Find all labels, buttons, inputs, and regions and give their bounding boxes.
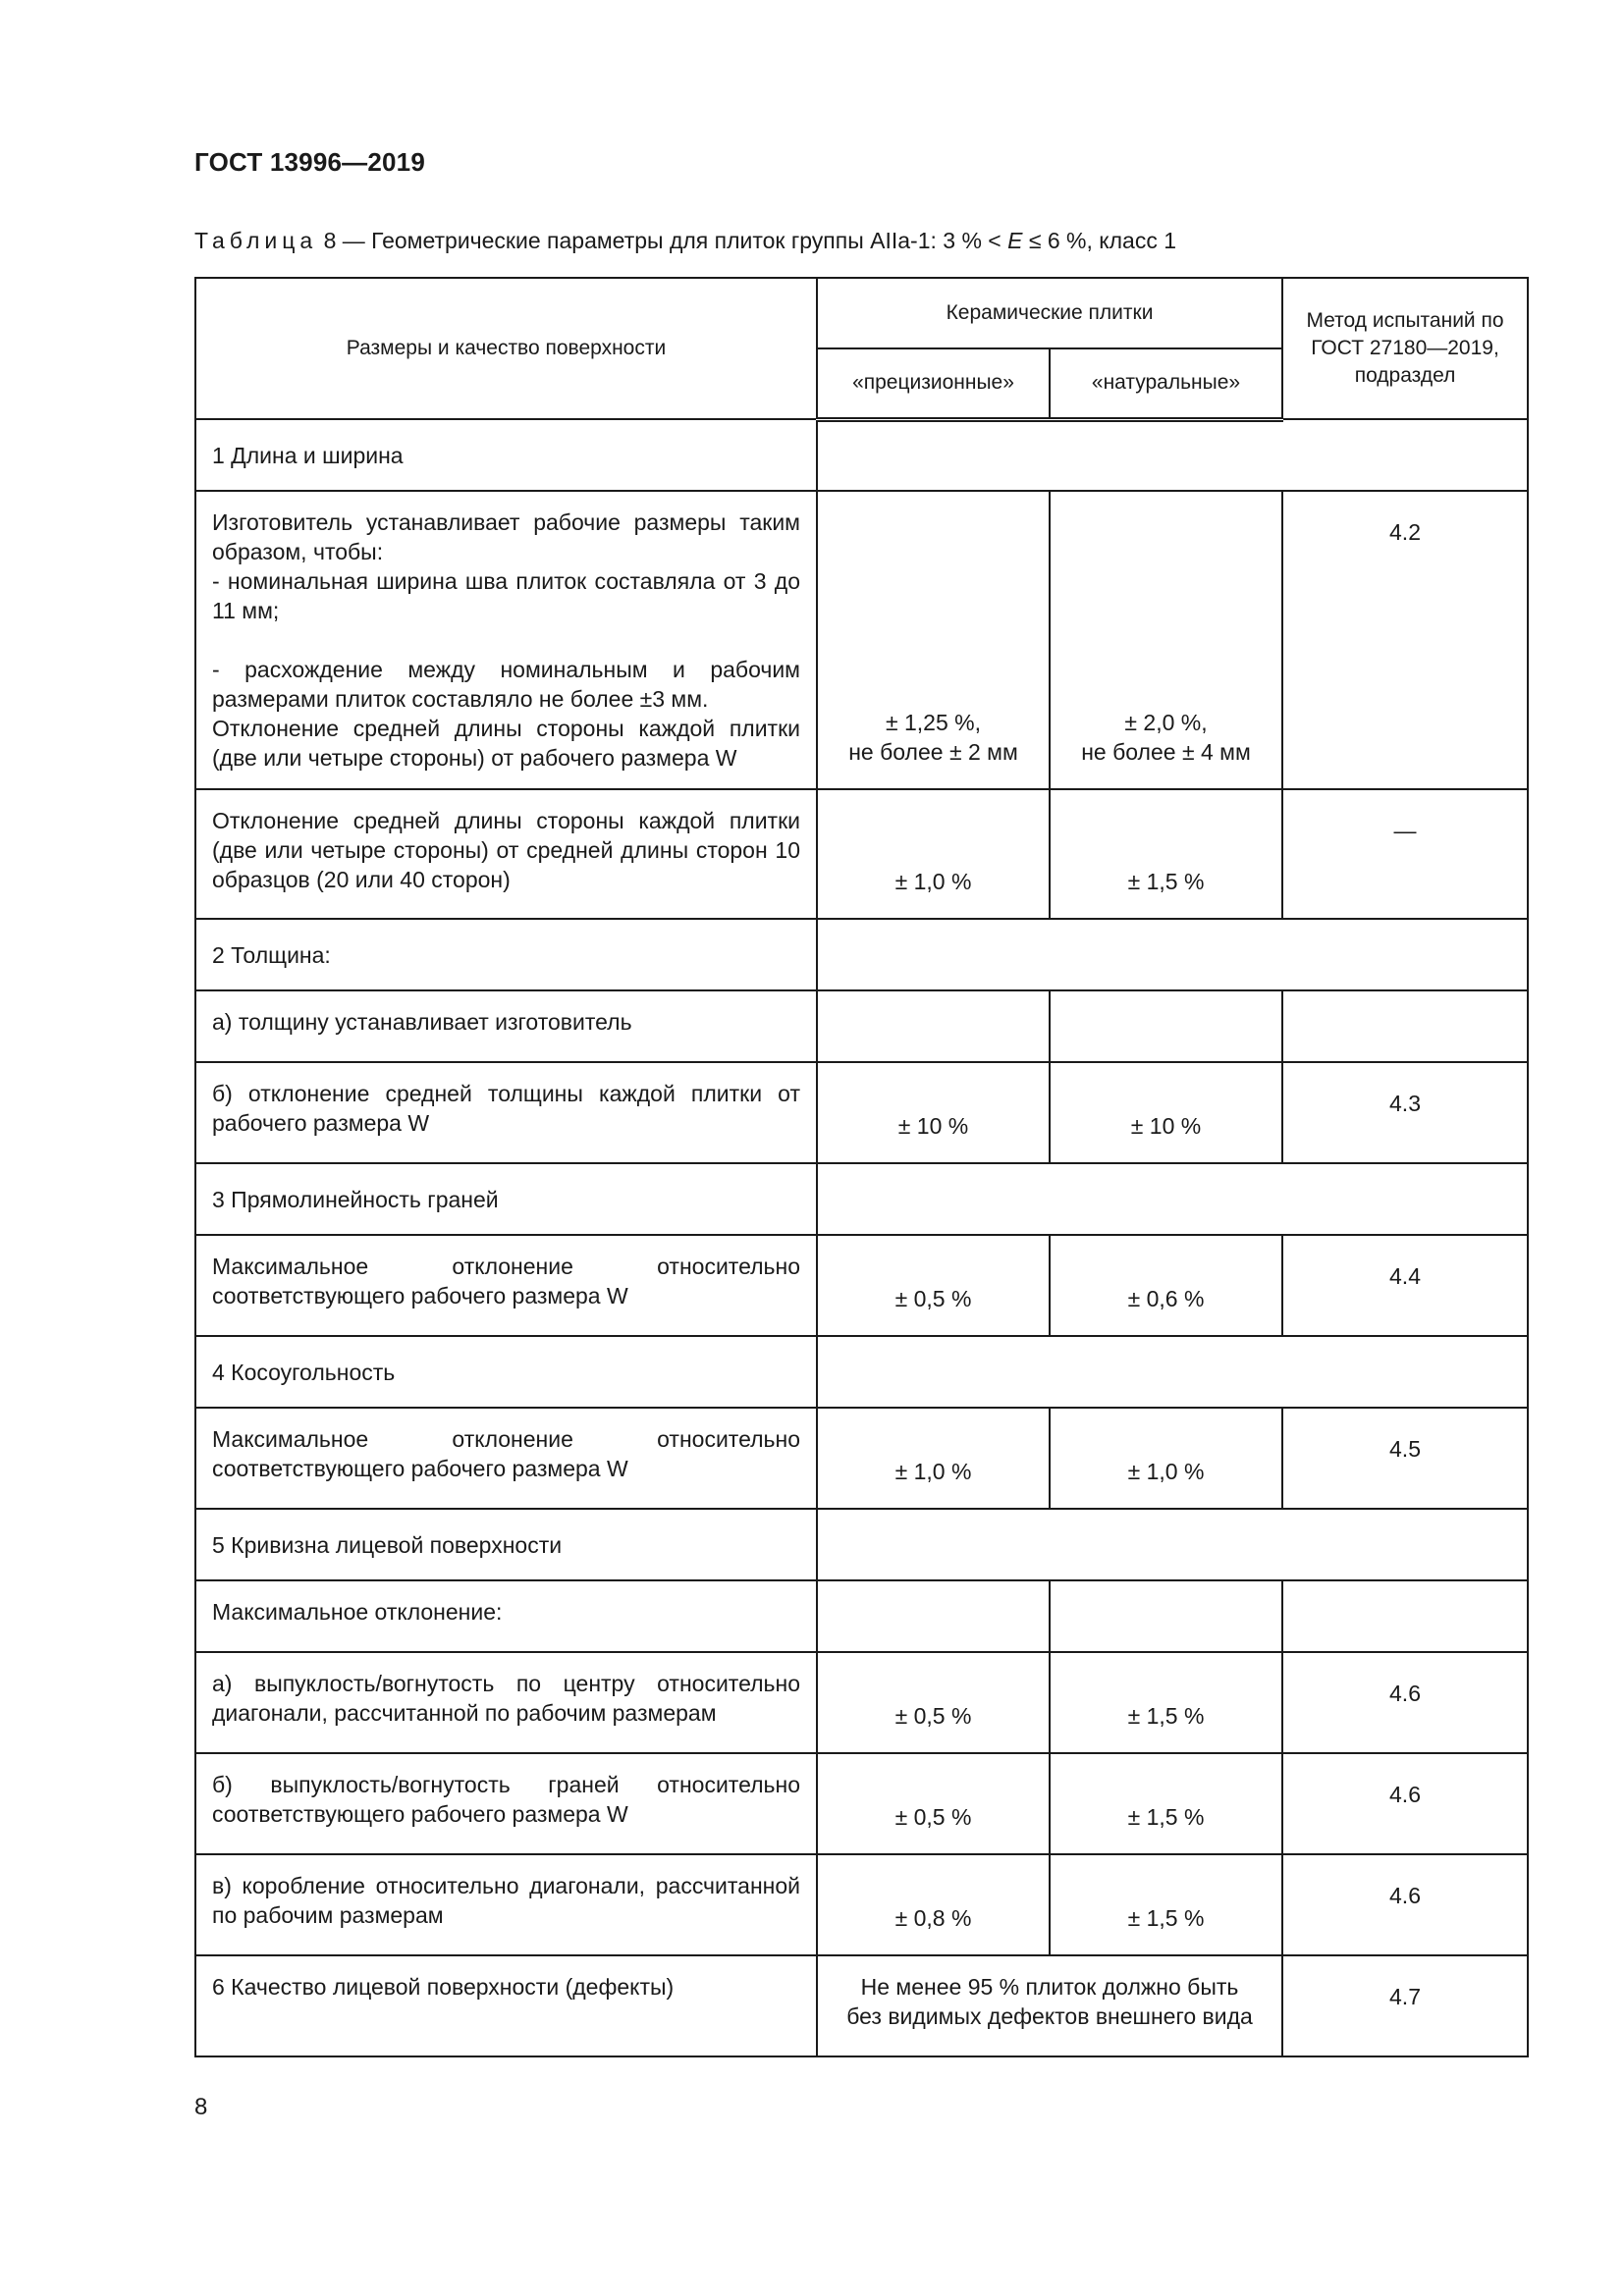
method-cell: 4.6 bbox=[1282, 1652, 1528, 1753]
natural-value-cell: ± 0,6 % bbox=[1050, 1235, 1282, 1336]
table-row bbox=[195, 919, 1528, 990]
table-row bbox=[195, 1580, 1528, 1652]
header-precision: «прецизионные» bbox=[817, 348, 1050, 419]
method-cell: — bbox=[1282, 789, 1528, 919]
header-method: Метод испытаний по ГОСТ 27180—2019, подраздел bbox=[1282, 278, 1528, 419]
param-cell: Максимальное отклонение относительно соответствующего рабочего размера W bbox=[195, 1408, 817, 1509]
table-row bbox=[195, 1408, 1528, 1509]
section-empty bbox=[817, 419, 1528, 491]
section-title: 1 Длина и ширина bbox=[195, 419, 817, 491]
table-row bbox=[195, 990, 1528, 1062]
table-row bbox=[195, 491, 1528, 789]
natural-value-cell: ± 10 % bbox=[1050, 1062, 1282, 1163]
method-cell: 4.6 bbox=[1282, 1854, 1528, 1955]
precision-value-cell bbox=[817, 1580, 1050, 1652]
header-natural: «натуральные» bbox=[1050, 348, 1282, 419]
param-cell: 6 Качество лицевой поверхности (дефекты) bbox=[195, 1955, 817, 2056]
precision-value-cell bbox=[817, 990, 1050, 1062]
param-cell: б) выпуклость/вогнутость граней относительно соответствующего рабочего размера W bbox=[195, 1753, 817, 1854]
section-empty bbox=[817, 1509, 1528, 1580]
page-number: 8 bbox=[194, 2094, 208, 2120]
method-cell: 4.2 bbox=[1282, 491, 1528, 789]
caption-title: 8 — Геометрические параметры для плиток группы AIIa-1: 3 % < bbox=[323, 228, 1008, 253]
header-param: Размеры и качество поверхности bbox=[195, 278, 817, 419]
param-cell: в) коробление относительно диагонали, рассчитанной по рабочим размерам bbox=[195, 1854, 817, 1955]
precision-value-cell: ± 0,5 % bbox=[817, 1652, 1050, 1753]
param-cell: Максимальное отклонение: bbox=[195, 1580, 817, 1652]
document-code: ГОСТ 13996—2019 bbox=[194, 147, 425, 177]
method-cell: 4.4 bbox=[1282, 1235, 1528, 1336]
natural-value-cell: ± 1,5 % bbox=[1050, 1854, 1282, 1955]
section-title: 5 Кривизна лицевой поверхности bbox=[195, 1509, 817, 1580]
table-caption bbox=[194, 228, 1176, 254]
table-row bbox=[195, 419, 1528, 491]
method-cell: 4.3 bbox=[1282, 1062, 1528, 1163]
param-cell: а) выпуклость/вогнутость по центру относительно диагонали, рассчитанной по рабочим размерам bbox=[195, 1652, 817, 1753]
natural-value-cell: ± 1,5 % bbox=[1050, 1753, 1282, 1854]
precision-value-cell: ± 1,0 % bbox=[817, 789, 1050, 919]
table-row bbox=[195, 1235, 1528, 1336]
table-row bbox=[195, 1163, 1528, 1235]
natural-value-cell: ± 1,0 % bbox=[1050, 1408, 1282, 1509]
table-row bbox=[195, 1753, 1528, 1854]
section-title: 3 Прямолинейность граней bbox=[195, 1163, 817, 1235]
table-row bbox=[195, 789, 1528, 919]
precision-value-cell: ± 0,5 % bbox=[817, 1235, 1050, 1336]
precision-value-cell: ± 0,5 % bbox=[817, 1753, 1050, 1854]
param-cell: а) толщину устанавливает изготовитель bbox=[195, 990, 817, 1062]
method-cell bbox=[1282, 1580, 1528, 1652]
natural-value-cell bbox=[1050, 990, 1282, 1062]
table-row bbox=[195, 1336, 1528, 1408]
precision-value-cell: ± 1,25 %, не более ± 2 мм bbox=[817, 491, 1050, 789]
method-cell bbox=[1282, 990, 1528, 1062]
method-cell: 4.7 bbox=[1282, 1955, 1528, 2056]
merged-value-cell: Не менее 95 % плиток должно быть без видимых дефектов внешнего вида bbox=[817, 1955, 1282, 2056]
geometry-parameters-table bbox=[194, 277, 1529, 2057]
table-body bbox=[195, 419, 1528, 2056]
param-cell: Изготовитель устанавливает рабочие размеры таким образом, чтобы: - номинальная ширина шва плиток составляла от 3 до 11 мм; - расхождение между номинальным и рабочим размерами плиток составляло не более ±3 мм. Отклонение средней длины стороны каждой плитки (две или четыре стороны) от рабочего размера W bbox=[195, 491, 817, 789]
section-empty bbox=[817, 1163, 1528, 1235]
table-row bbox=[195, 1062, 1528, 1163]
caption-variable: E bbox=[1007, 228, 1023, 253]
table-row bbox=[195, 1854, 1528, 1955]
section-title: 4 Косоугольность bbox=[195, 1336, 817, 1408]
method-cell: 4.6 bbox=[1282, 1753, 1528, 1854]
natural-value-cell: ± 1,5 % bbox=[1050, 1652, 1282, 1753]
param-cell: б) отклонение средней толщины каждой плитки от рабочего размера W bbox=[195, 1062, 817, 1163]
param-cell: Максимальное отклонение относительно соответствующего рабочего размера W bbox=[195, 1235, 817, 1336]
method-cell: 4.5 bbox=[1282, 1408, 1528, 1509]
caption-tail: ≤ 6 %, класс 1 bbox=[1022, 228, 1176, 253]
table-row bbox=[195, 1509, 1528, 1580]
natural-value-cell: ± 2,0 %, не более ± 4 мм bbox=[1050, 491, 1282, 789]
table-row bbox=[195, 1652, 1528, 1753]
param-cell: Отклонение средней длины стороны каждой плитки (две или четыре стороны) от средней длины сторон 10 образцов (20 или 40 сторон) bbox=[195, 789, 817, 919]
caption-label: Таблица bbox=[194, 228, 318, 253]
section-empty bbox=[817, 919, 1528, 990]
section-title: 2 Толщина: bbox=[195, 919, 817, 990]
header-ceramic-tiles: Керамические плитки bbox=[817, 278, 1282, 348]
section-empty bbox=[817, 1336, 1528, 1408]
table-row bbox=[195, 1955, 1528, 2056]
precision-value-cell: ± 0,8 % bbox=[817, 1854, 1050, 1955]
natural-value-cell bbox=[1050, 1580, 1282, 1652]
precision-value-cell: ± 1,0 % bbox=[817, 1408, 1050, 1509]
precision-value-cell: ± 10 % bbox=[817, 1062, 1050, 1163]
natural-value-cell: ± 1,5 % bbox=[1050, 789, 1282, 919]
